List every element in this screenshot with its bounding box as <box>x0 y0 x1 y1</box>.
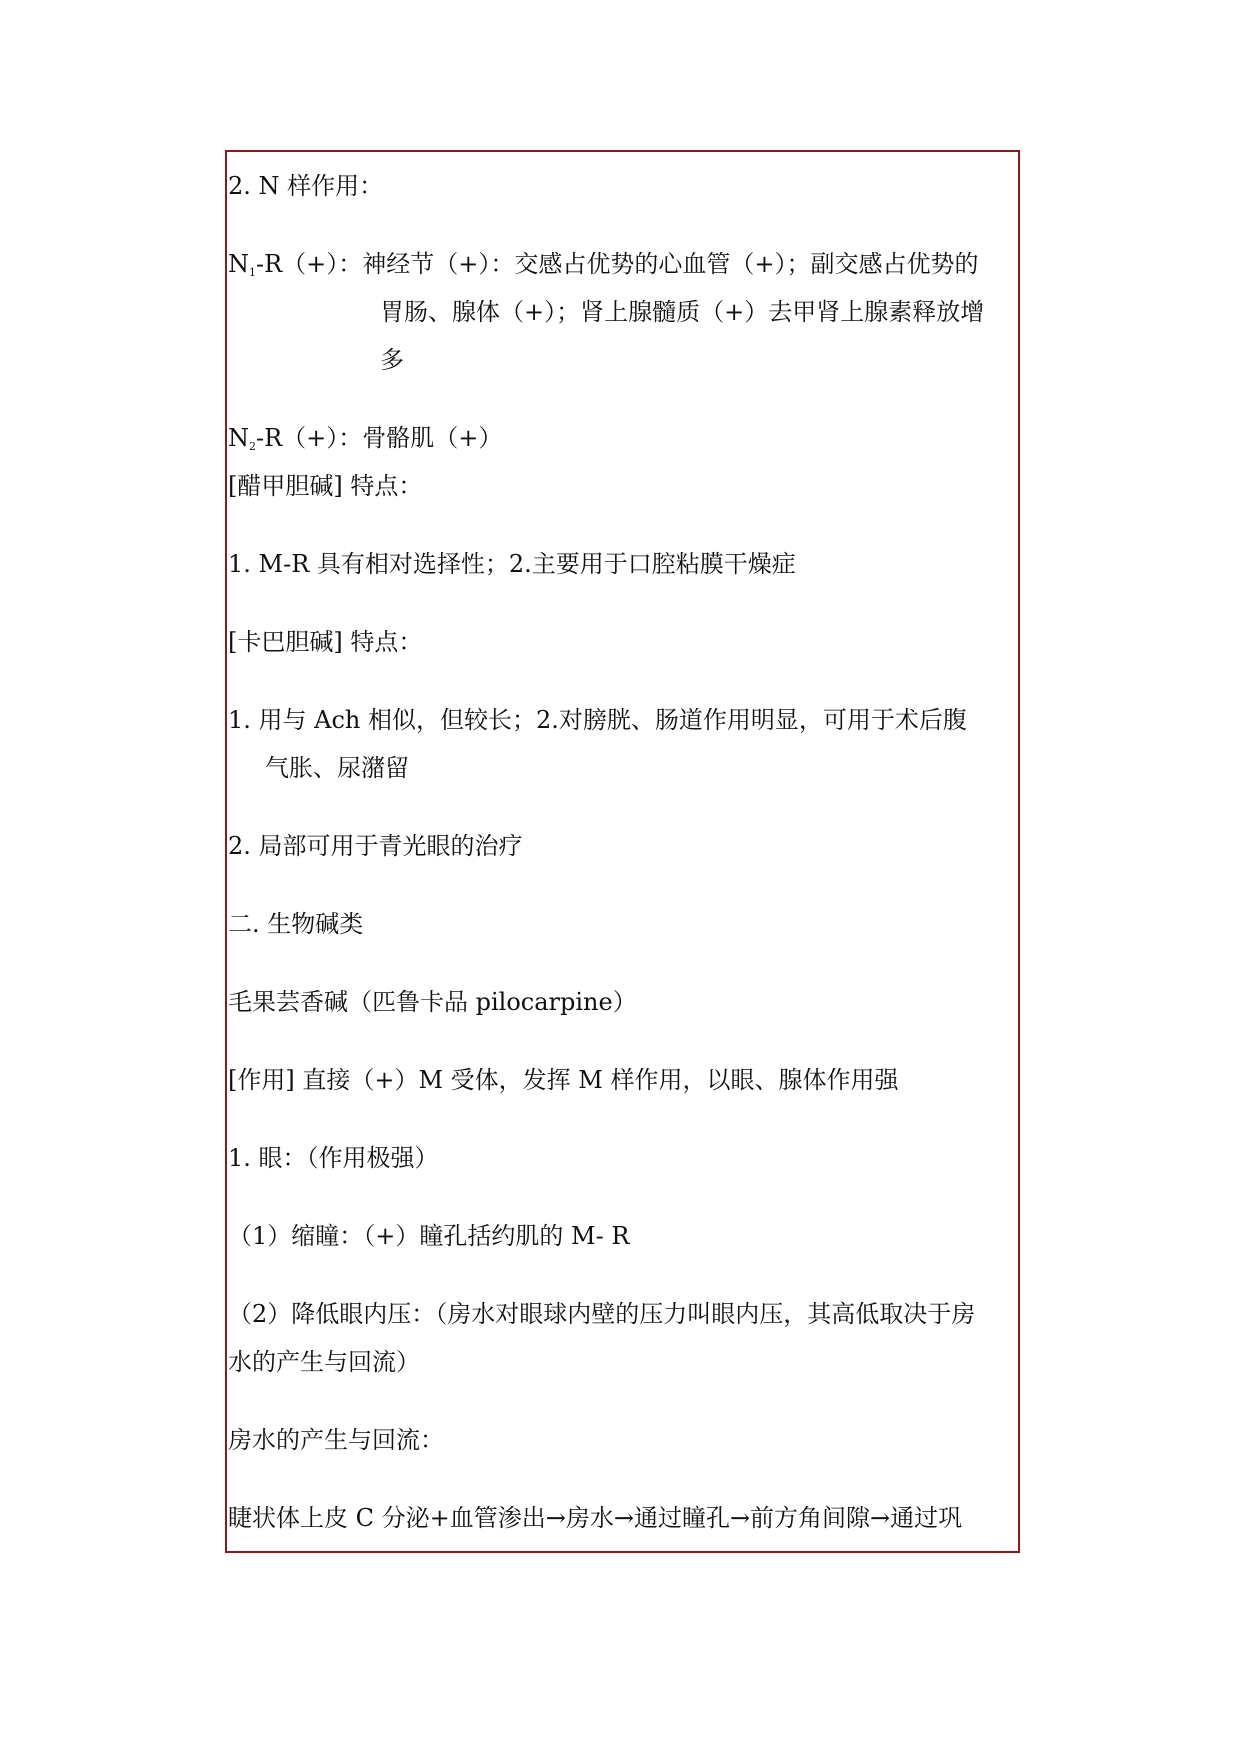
text-line: 毛果芸香碱（匹鲁卡品 pilocarpine） <box>228 988 637 1016</box>
text-line <box>228 422 502 454</box>
text-line: 2. 局部可用于青光眼的治疗 <box>228 832 523 860</box>
text-line: 2. N 样作用： <box>228 172 384 200</box>
text-line: 多 <box>380 346 404 374</box>
text-line: 胃肠、腺体（+）；肾上腺髓质（+）去甲肾上腺素释放增 <box>380 298 985 326</box>
text-line: 房水的产生与回流： <box>228 1426 444 1454</box>
text-line: [卡巴胆碱] 特点： <box>228 628 423 656</box>
n1-text: -R（+）：神经节（+）：交感占优势的心血管（+）；副交感占优势的 <box>256 250 979 278</box>
n1-subscript: 1 <box>249 266 256 279</box>
text-line: 1. 眼：（作用极强） <box>228 1144 439 1172</box>
text-line: [作用] 直接（+）M 受体，发挥 M 样作用，以眼、腺体作用强 <box>228 1066 899 1094</box>
n2-text: -R（+）：骨骼肌（+） <box>256 424 503 452</box>
text-line: [醋甲胆碱] 特点： <box>228 472 423 500</box>
text-line <box>228 248 979 280</box>
text-line: 睫状体上皮 C 分泌+血管渗出→房水→通过瞳孔→前方角间隙→通过巩 <box>228 1504 963 1532</box>
text-line: 水的产生与回流） <box>228 1348 420 1376</box>
text-line: 气胀、尿潴留 <box>265 754 409 782</box>
n1-symbol: N <box>228 250 249 278</box>
text-line: 二. 生物碱类 <box>228 910 364 938</box>
text-line: （2）降低眼内压：（房水对眼球内壁的压力叫眼内压，其高低取决于房 <box>228 1300 976 1328</box>
n2-subscript: 2 <box>249 440 256 453</box>
n2-symbol: N <box>228 424 249 452</box>
text-line: （1）缩瞳：（+）瞳孔括约肌的 M- R <box>228 1222 630 1250</box>
text-line: 1. M-R 具有相对选择性；2.主要用于口腔粘膜干燥症 <box>228 550 796 578</box>
text-line: 1. 用与 Ach 相似，但较长；2.对膀胱、肠道作用明显，可用于术后腹 <box>228 706 967 734</box>
